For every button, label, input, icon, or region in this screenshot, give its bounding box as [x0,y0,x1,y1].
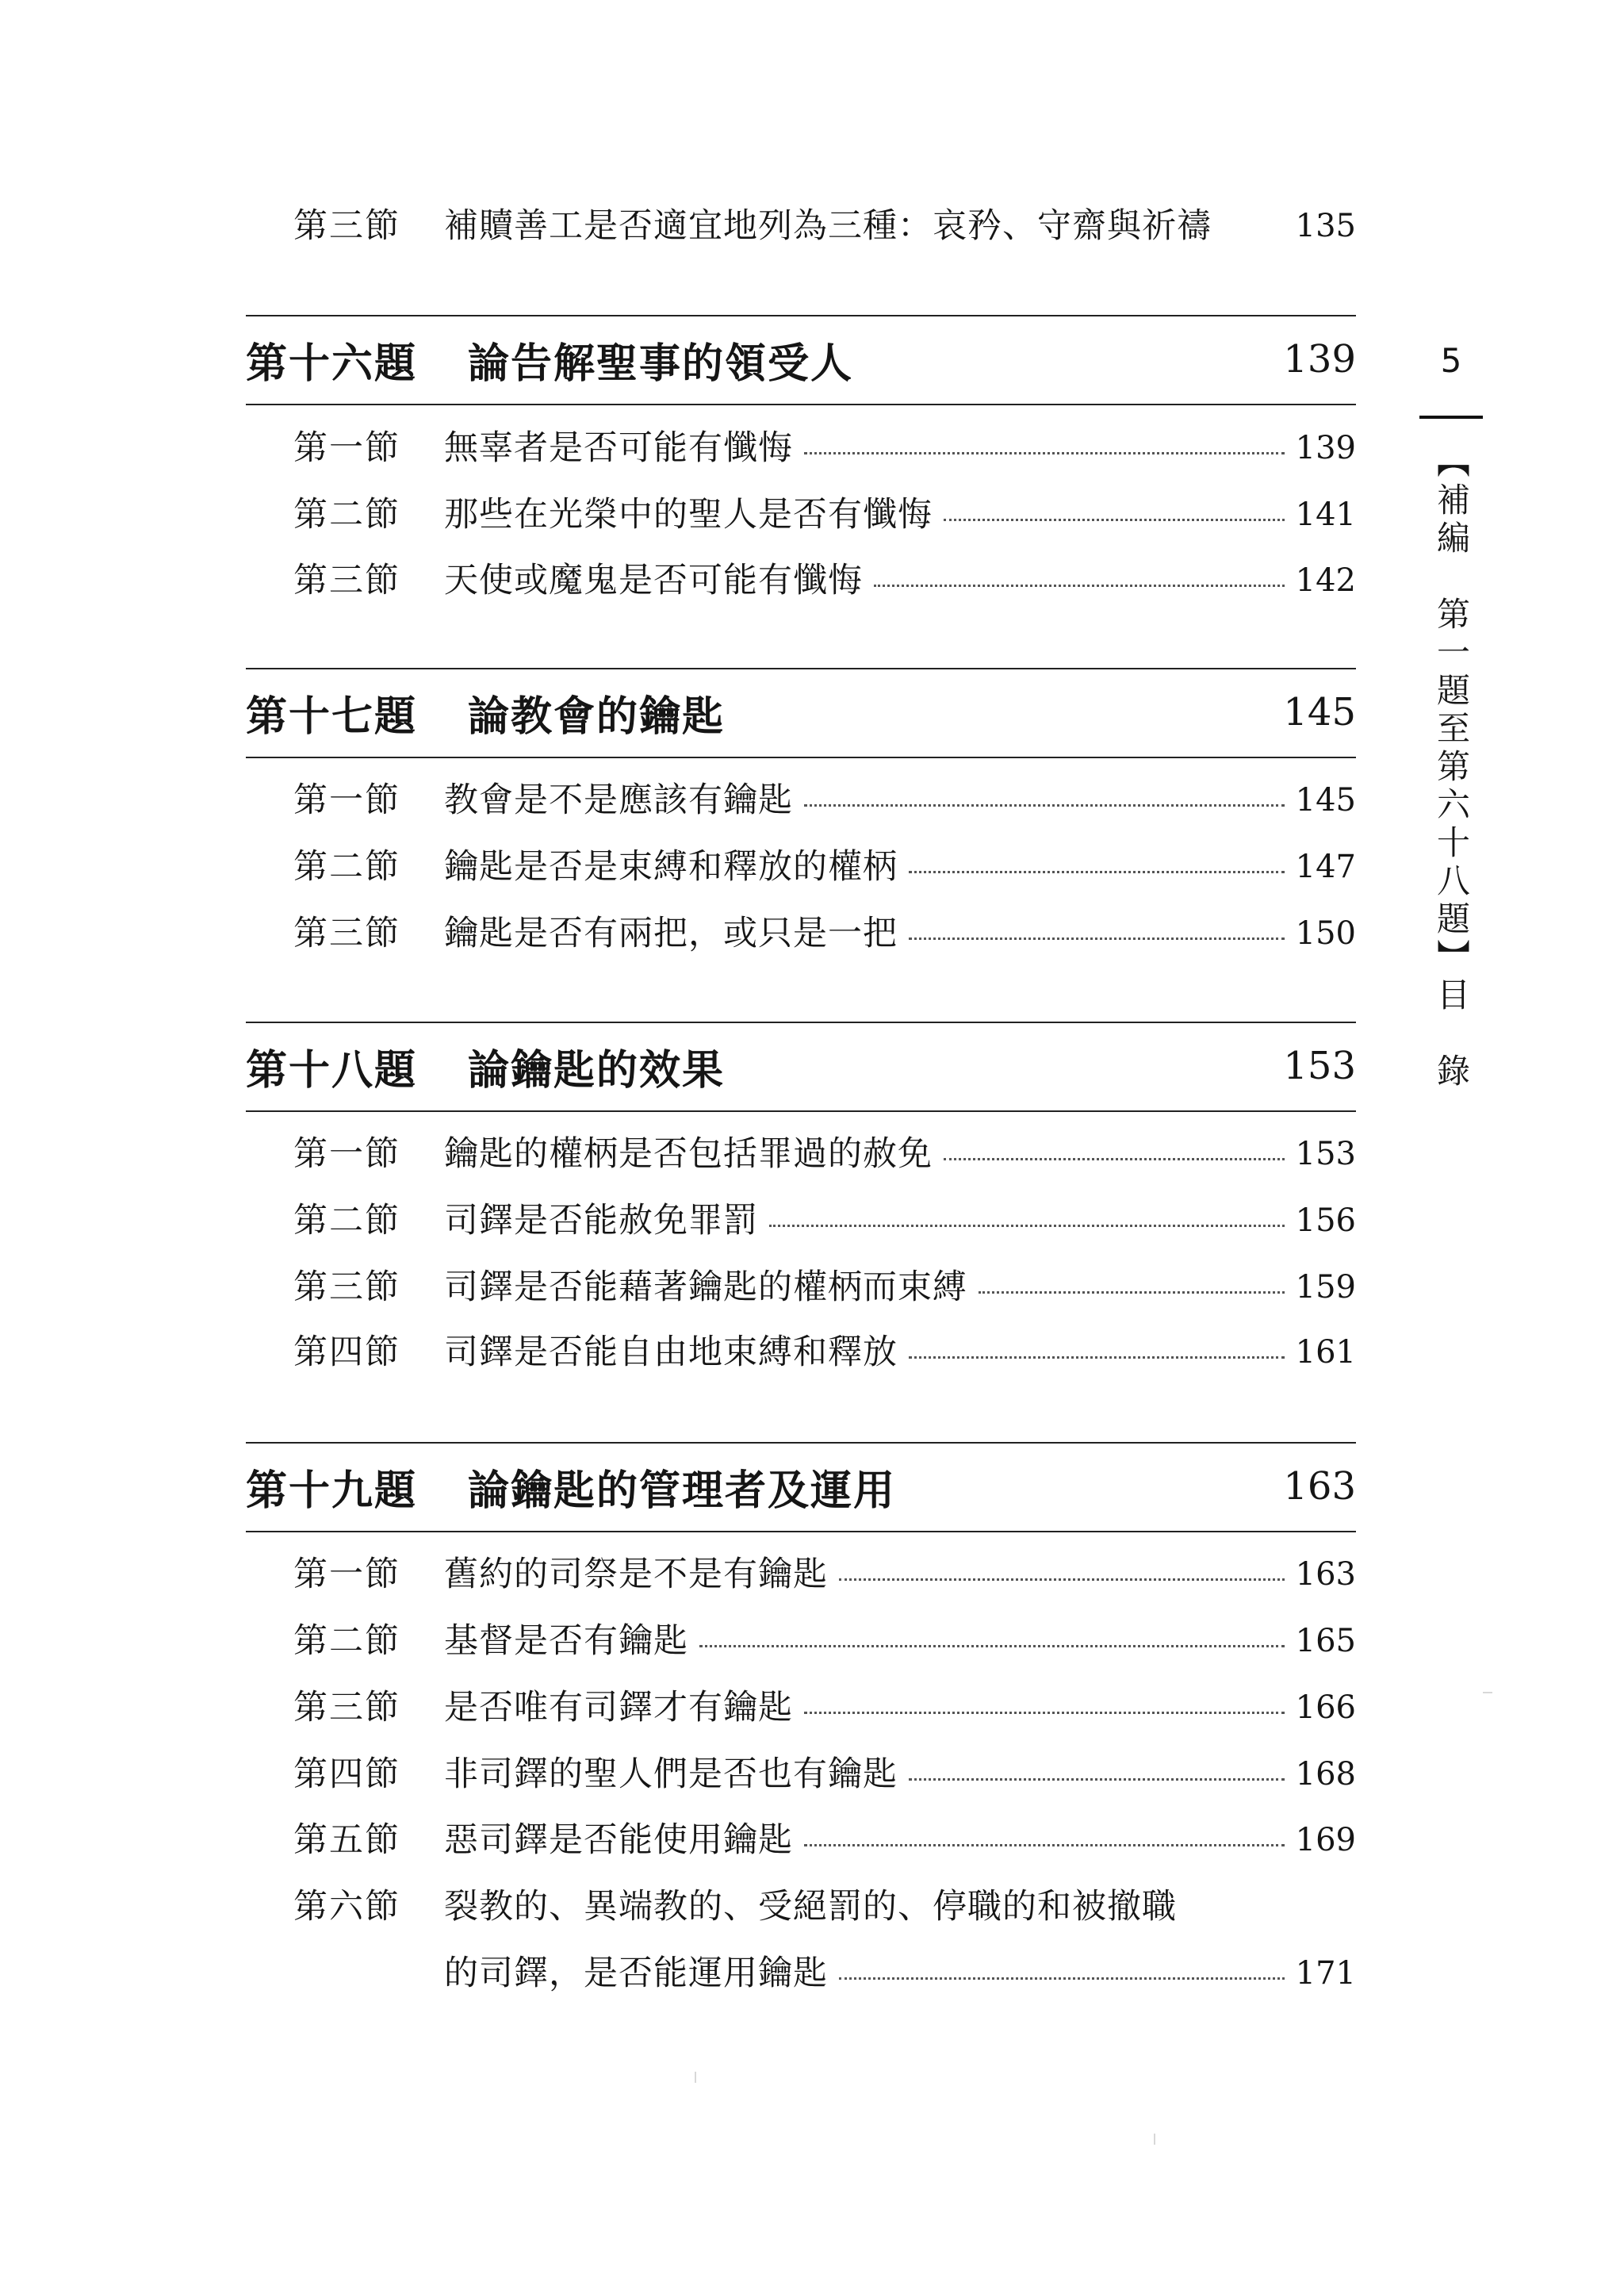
scan-mark [695,2072,696,2083]
toc-entry [293,1613,1356,1669]
section-title: 天使或魔鬼是否可能有懺悔 [444,561,863,600]
page-number: 150 [1295,915,1356,952]
section-label: 第三節 [293,1267,400,1307]
toc-entry [293,1812,1356,1868]
toc-entry [293,420,1356,476]
chapter-page-number: 139 [1283,337,1356,382]
page-number: 163 [1295,1556,1356,1593]
chapter-title: 論鑰匙的管理者及運用 [468,1466,897,1515]
page-number: 171 [1295,1955,1356,1992]
page-number: 168 [1295,1756,1356,1793]
section-label: 第四節 [293,1754,400,1794]
toc-entry [293,1547,1356,1602]
chapter-title: 論鑰匙的效果 [468,1045,726,1095]
toc-entry-continuation [444,1946,1356,2001]
toc-entry [293,1680,1356,1735]
section-label: 第三節 [293,1688,400,1727]
toc-entry [293,1325,1356,1380]
table-of-contents [246,0,1356,2270]
leader [944,1158,1285,1160]
section-label: 第二節 [293,495,400,535]
page-number: 169 [1295,1822,1356,1858]
section-title: 那些在光榮中的聖人是否有懺悔 [444,495,933,535]
section-title: 補贖善工是否適宜地列為三種：哀矜、守齋與祈禱 [444,206,1212,246]
side-page-number: 5 [1440,341,1462,380]
page-number: 142 [1295,562,1356,599]
chapter-heading [246,1022,1356,1112]
page-number: 135 [1295,208,1356,244]
page-number: 161 [1295,1334,1356,1371]
leader [839,1578,1285,1581]
page-number: 147 [1295,849,1356,885]
section-label: 第三節 [293,561,400,600]
section-label: 第一節 [293,1555,400,1594]
chapter-label: 第十六題 [246,339,418,388]
page-number: 153 [1295,1136,1356,1172]
chapter-page-number: 153 [1283,1044,1356,1088]
leader [804,452,1285,454]
section-label: 第二節 [293,1201,400,1240]
section-title: 鑰匙是否是束縛和釋放的權柄 [444,847,898,887]
section-title: 鑰匙的權柄是否包括罪過的赦免 [444,1134,933,1174]
toc-entry [293,1193,1356,1248]
leader [979,1291,1285,1294]
section-title: 是否唯有司鐸才有鑰匙 [444,1688,793,1727]
page-number: 165 [1295,1623,1356,1659]
leader [699,1645,1285,1647]
chapter-label: 第十九題 [246,1466,418,1515]
section-title: 裂教的、異端教的、受絕罰的、停職的和被撤職 [444,1887,1177,1927]
leader [804,804,1285,807]
scan-mark [1154,2134,1155,2145]
toc-entry [293,487,1356,543]
section-title: 基督是否有鑰匙 [444,1621,688,1661]
page-number: 139 [1295,430,1356,466]
section-title: 惡司鐸是否能使用鑰匙 [444,1820,793,1860]
chapter-label: 第十七題 [246,692,418,741]
chapter-page-number: 163 [1283,1464,1356,1509]
leader [909,938,1285,940]
toc-entry [293,906,1356,961]
side-rule [1419,416,1483,419]
section-label: 第一節 [293,780,400,820]
toc-entry [293,1260,1356,1315]
chapter-label: 第十八題 [246,1045,418,1095]
section-title: 司鐸是否能藉著鑰匙的權柄而束縛 [444,1267,967,1307]
chapter-title: 論告解聖事的領受人 [468,339,854,388]
chapter-title: 論教會的鑰匙 [468,692,726,741]
section-label: 第二節 [293,1621,400,1661]
page-number: 145 [1295,782,1356,819]
running-title: 【補編 第一題至第六十八題】目 錄 [1432,444,1471,1091]
scan-mark [1483,1692,1492,1693]
leader [909,1778,1285,1781]
toc-entry [293,1747,1356,1802]
section-title: 無辜者是否可能有懺悔 [444,428,793,468]
section-title: 非司鐸的聖人們是否也有鑰匙 [444,1754,898,1794]
section-title: 司鐸是否能自由地束縛和釋放 [444,1332,898,1372]
section-label: 第二節 [293,847,400,887]
section-title: 鑰匙是否有兩把，或只是一把 [444,914,898,953]
toc-entry [293,553,1356,608]
page-number: 141 [1295,497,1356,533]
section-title: 舊約的司祭是不是有鑰匙 [444,1555,828,1594]
page-number: 156 [1295,1202,1356,1239]
section-label: 第五節 [293,1820,400,1860]
page-number: 159 [1295,1269,1356,1306]
toc-entry [293,1879,1356,1934]
section-title-continued: 的司鐸，是否能運用鑰匙 [444,1954,828,1993]
leader [909,871,1285,873]
toc-entry [293,1126,1356,1182]
section-label: 第一節 [293,1134,400,1174]
chapter-heading [246,315,1356,405]
section-label: 第六節 [293,1887,400,1927]
chapter-page-number: 145 [1283,690,1356,734]
section-title: 教會是不是應該有鑰匙 [444,780,793,820]
leader [804,1712,1285,1714]
toc-entry [293,839,1356,895]
leader [909,1356,1285,1359]
leader [944,519,1285,521]
leader [874,585,1285,587]
leader [839,1977,1285,1980]
page-number: 166 [1295,1689,1356,1726]
section-label: 第四節 [293,1332,400,1372]
section-label: 第三節 [293,914,400,953]
leader [769,1225,1285,1227]
chapter-heading [246,1442,1356,1532]
toc-entry [293,773,1356,828]
chapter-heading [246,668,1356,758]
section-label: 第一節 [293,428,400,468]
leader [804,1844,1285,1846]
section-label: 第三節 [293,206,400,246]
toc-entry [293,198,1356,254]
section-title: 司鐸是否能赦免罪罰 [444,1201,758,1240]
